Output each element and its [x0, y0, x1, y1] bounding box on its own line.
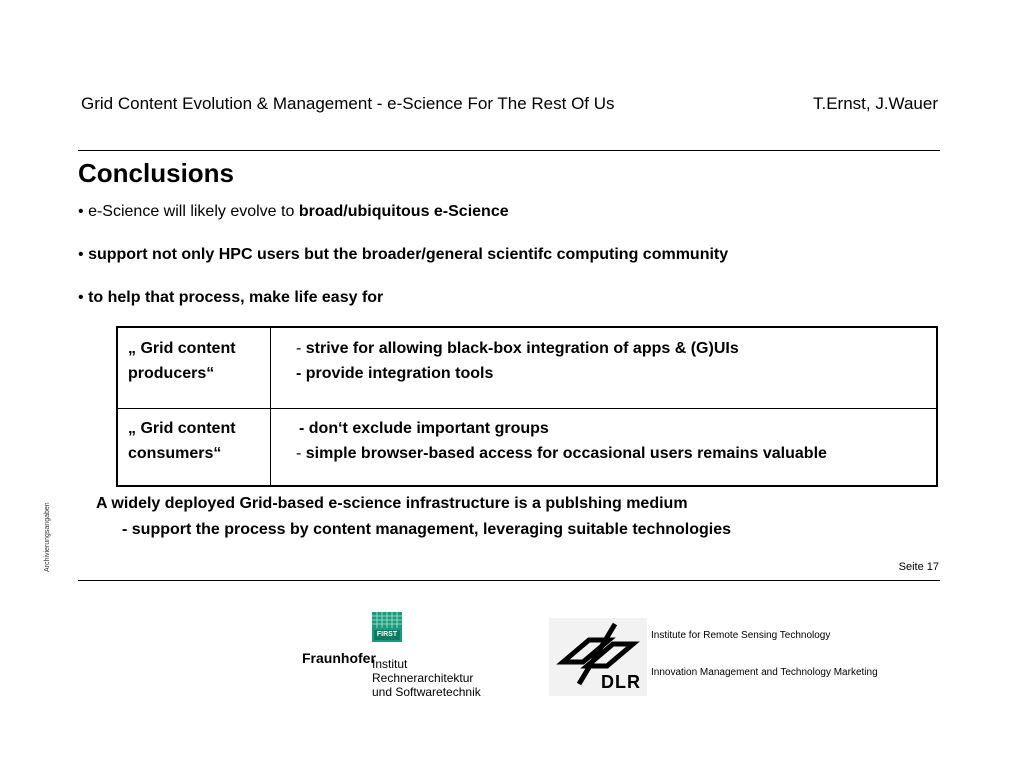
table-item: - simple browser-based access for occasional users remains valuable: [296, 445, 827, 462]
bullet-3-bold: to help that process, make life easy for: [88, 289, 384, 306]
fraunhofer-line-2: Rechnerarchitektur: [372, 671, 474, 685]
summary-line-1: A widely deployed Grid-based e-science infrastructure is a publshing medium: [96, 495, 688, 512]
table-item: - don‘t exclude important groups: [299, 420, 549, 437]
table-row-divider: [118, 408, 936, 409]
slide-heading: Conclusions: [78, 158, 235, 188]
bullet-1-plain: e-Science will likely evolve to: [88, 203, 299, 220]
table-item: - strive for allowing black-box integration of apps & (G)UIs: [296, 340, 739, 357]
fraunhofer-badge-text: FIRST: [376, 631, 398, 638]
table-row-label-producers: „ Grid content producers“: [128, 340, 236, 382]
slide-header-title: Grid Content Evolution & Management - e-Science For The Rest Of Us: [81, 94, 615, 113]
slide-header-authors: T.Ernst, J.Wauer: [812, 94, 938, 113]
bullet-1-bold: broad/ubiquitous e-Science: [298, 203, 509, 220]
bullet-marker: •: [78, 246, 84, 263]
table-item: - provide integration tools: [296, 365, 494, 382]
summary-line-2: - support the process by content management, leveraging suitable technologies: [122, 521, 732, 538]
institute-remote-sensing: Institute for Remote Sensing Technology: [651, 630, 831, 641]
bullet-2-bold: support not only HPC users but the broader/general scientifc computing community: [88, 246, 729, 263]
bullet-3: [78, 289, 383, 307]
institute-innovation-management: Innovation Management and Technology Marketing: [651, 667, 878, 678]
audience-table: [116, 326, 938, 487]
bullet-1: [78, 203, 509, 221]
table-row-content-consumers: [296, 416, 827, 466]
dlr-logo: [549, 618, 647, 696]
header-divider: [78, 150, 940, 151]
page-number: Seite 17: [898, 561, 939, 573]
bullet-marker: •: [78, 203, 84, 220]
dlr-label: DLR: [601, 672, 641, 692]
table-column-divider: [270, 328, 271, 485]
fraunhofer-line-1: Institut: [372, 657, 408, 671]
fraunhofer-line-3: und Softwaretechnik: [372, 685, 481, 699]
fraunhofer-name: Fraunhofer: [302, 650, 376, 666]
table-row-label-consumers: „ Grid content consumers“: [128, 420, 236, 462]
bullet-2: [78, 246, 728, 264]
footer-divider: [78, 580, 940, 581]
side-archive-label: Archivierungsangaben: [44, 502, 51, 572]
bullet-marker: •: [78, 289, 84, 306]
table-row-content-producers: [296, 336, 739, 386]
